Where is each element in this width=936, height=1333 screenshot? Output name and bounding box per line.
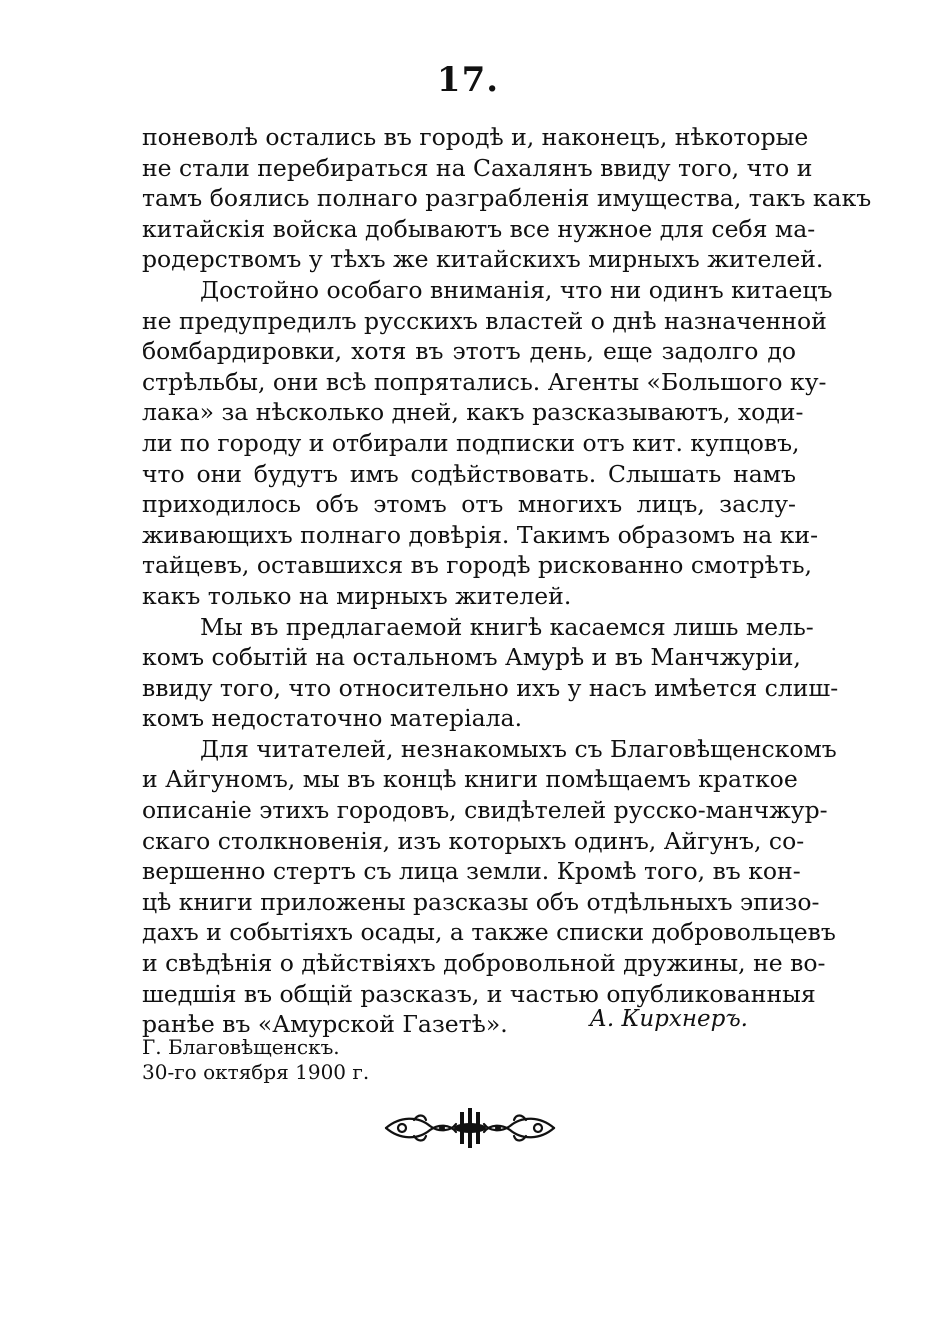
text-line: тайцевъ, оставшихся въ городѣ рискованно смотрѣть, [142, 551, 812, 580]
text-line: шедшія въ общій разсказъ, и частью опубликованныя [142, 979, 816, 1008]
place-date-block [142, 1035, 369, 1085]
body-text [142, 122, 872, 1040]
text-line: какъ только на мирныхъ жителей. [142, 581, 572, 610]
paragraph [142, 734, 837, 1040]
text-line: Для читателей, незнакомыхъ съ Благовѣщенскомъ [200, 734, 837, 763]
text-line: не предупредилъ русскихъ властей о днѣ назначенной [142, 306, 827, 335]
signature: А. Кирхнеръ. [589, 1006, 748, 1032]
text-line: комъ недостаточно матеріала. [142, 704, 523, 733]
text-line: Достойно особаго вниманія, что ни одинъ китаецъ [200, 275, 833, 304]
text-line: и Айгуномъ, мы въ концѣ книги помѣщаемъ краткое [142, 765, 798, 794]
text-line: живающихъ полнаго довѣрія. Такимъ образомъ на ки- [142, 520, 819, 549]
ornament-flourish-icon [380, 1106, 560, 1150]
text-line: приходилось объ этомъ отъ многихъ лицъ, заслу- [142, 490, 796, 519]
text-line: тамъ боялись полнаго разграбленія имущества, такъ какъ [142, 184, 872, 213]
place-line: Г. Благовѣщенскъ. [142, 1035, 340, 1059]
text-line: ранѣе въ «Амурской Газетѣ». [142, 1010, 508, 1039]
paragraph [142, 275, 833, 612]
text-line: лака» за нѣсколько дней, какъ разсказываютъ, ходи- [142, 398, 804, 427]
text-line: ли по городу и отбирали подписки отъ кит. купцовъ, [142, 428, 800, 457]
text-line: поневолѣ остались въ городѣ и, наконецъ, нѣкоторые [142, 123, 809, 151]
text-line: китайскія войска добываютъ все нужное для себя ма- [142, 214, 816, 243]
text-line: скаго столкновенія, изъ которыхъ одинъ, Айгунъ, со- [142, 826, 805, 855]
text-line: бомбардировки, хотя въ этотъ день, еще задолго до [142, 337, 796, 366]
paragraph [142, 122, 872, 275]
text-line: Мы въ предлагаемой книгѣ касаемся лишь мель- [200, 612, 814, 641]
page-number: 17. [436, 60, 500, 100]
text-line: описаніе этихъ городовъ, свидѣтелей русско-манчжур- [142, 796, 828, 825]
text-line: родерствомъ у тѣхъ же китайскихъ мирныхъ жителей. [142, 245, 824, 274]
text-line: комъ событій на остальномъ Амурѣ и въ Манчжуріи, [142, 643, 801, 672]
date-line: 30-го октября 1900 г. [142, 1060, 370, 1084]
text-line: дахъ и событіяхъ осады, а также списки добровольцевъ [142, 918, 836, 947]
text-line: цѣ книги приложены разсказы объ отдѣльныхъ эпизо- [142, 887, 820, 916]
text-line: вершенно стертъ съ лица земли. Кромѣ того, въ кон- [142, 857, 801, 886]
text-line: что они будутъ имъ содѣйствовать. Слышать намъ [142, 459, 796, 488]
text-line: не стали перебираться на Сахалянъ ввиду того, что и [142, 153, 813, 182]
text-line: ввиду того, что относительно ихъ у насъ имѣется слиш- [142, 673, 839, 702]
text-line: стрѣльбы, они всѣ попрятались. Агенты «Большого ку- [142, 367, 827, 396]
text-line: и свѣдѣнія о дѣйствіяхъ добровольной дружины, не во- [142, 949, 826, 978]
paragraph [142, 612, 839, 734]
